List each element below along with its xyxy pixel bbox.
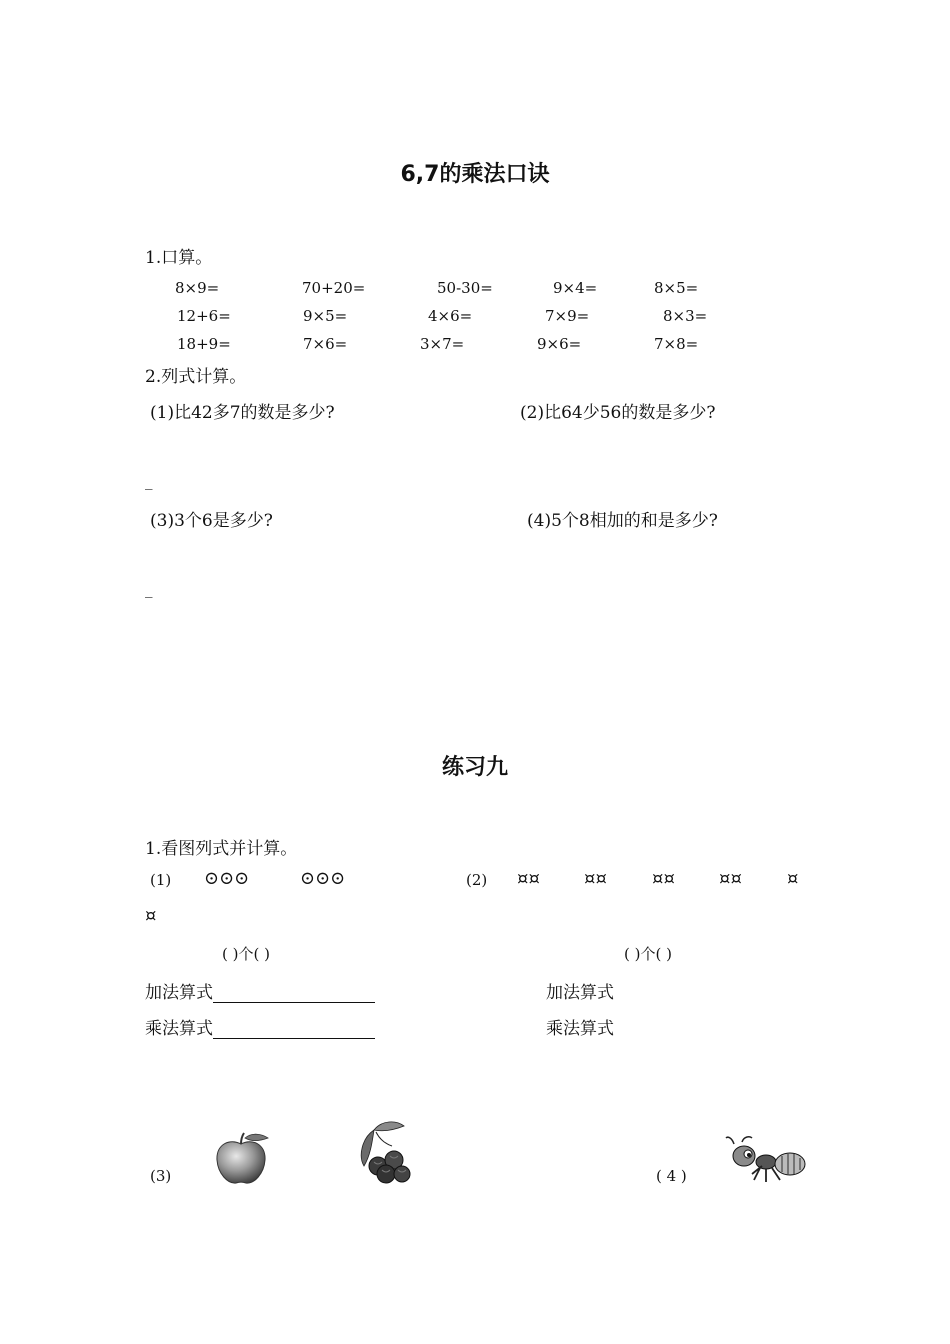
calc-item: 7×8= <box>654 335 699 353</box>
calc-item: 4×6= <box>428 307 473 325</box>
calc-item: 7×6= <box>303 335 348 353</box>
calc-item: 18+9= <box>177 335 231 353</box>
calc-item: 70+20= <box>302 279 366 297</box>
calc-item: 8×3= <box>663 307 708 325</box>
calc-item: 9×6= <box>537 335 582 353</box>
count-blank: ( )个( ) <box>624 945 672 963</box>
problem-number: ( 4 ) <box>656 1167 687 1185</box>
word-problem: (4)5个8相加的和是多少? <box>527 511 718 531</box>
symbol-group: ¤¤ <box>719 868 742 889</box>
section-title: 练习九 <box>441 755 508 780</box>
symbol-group: ¤¤ <box>652 868 675 889</box>
multiplication-formula-line <box>145 1014 375 1039</box>
answer-line[interactable] <box>213 1020 375 1039</box>
addition-label: 加法算式 <box>145 983 213 1003</box>
word-problem: (2)比64少56的数是多少? <box>520 403 716 423</box>
symbol-group: ¤ <box>145 905 157 926</box>
answer-line[interactable] <box>213 984 375 1003</box>
answer-mark: _ <box>145 580 153 598</box>
problem-number: (1) <box>150 871 172 889</box>
multiplication-label: 乘法算式 <box>546 1019 614 1039</box>
addition-label: 加法算式 <box>546 983 614 1003</box>
word-problem: (3)3个6是多少? <box>150 511 273 531</box>
addition-formula-line <box>145 978 375 1003</box>
calc-item: 12+6= <box>177 307 231 325</box>
symbol-group: ¤ <box>787 868 799 889</box>
question-1-label: 1.口算。 <box>145 248 213 268</box>
problem-number: (3) <box>150 1167 172 1185</box>
calc-item: 50-30= <box>437 279 493 297</box>
calc-item: 9×5= <box>303 307 348 325</box>
calc-item: 7×9= <box>545 307 590 325</box>
dot-group: ⊙⊙⊙ <box>300 868 346 889</box>
dot-group: ⊙⊙⊙ <box>204 868 250 889</box>
calc-item: 3×7= <box>420 335 465 353</box>
walnut-icon <box>356 1116 416 1186</box>
problem-number: (2) <box>466 871 488 889</box>
multiplication-label: 乘法算式 <box>145 1019 213 1039</box>
count-blank: ( )个( ) <box>222 945 270 963</box>
calc-item: 8×5= <box>654 279 699 297</box>
answer-mark: _ <box>145 472 153 490</box>
calc-item: 8×9= <box>175 279 220 297</box>
ant-icon <box>724 1134 808 1184</box>
question-1-label: 1.看图列式并计算。 <box>145 839 298 859</box>
calc-item: 9×4= <box>553 279 598 297</box>
word-problem: (1)比42多7的数是多少? <box>150 403 335 423</box>
page-title: 6,7的乘法口诀 <box>400 162 550 187</box>
apple-icon <box>212 1130 272 1186</box>
symbol-group: ¤¤ <box>517 868 540 889</box>
symbol-group: ¤¤ <box>584 868 607 889</box>
question-2-label: 2.列式计算。 <box>145 367 247 387</box>
